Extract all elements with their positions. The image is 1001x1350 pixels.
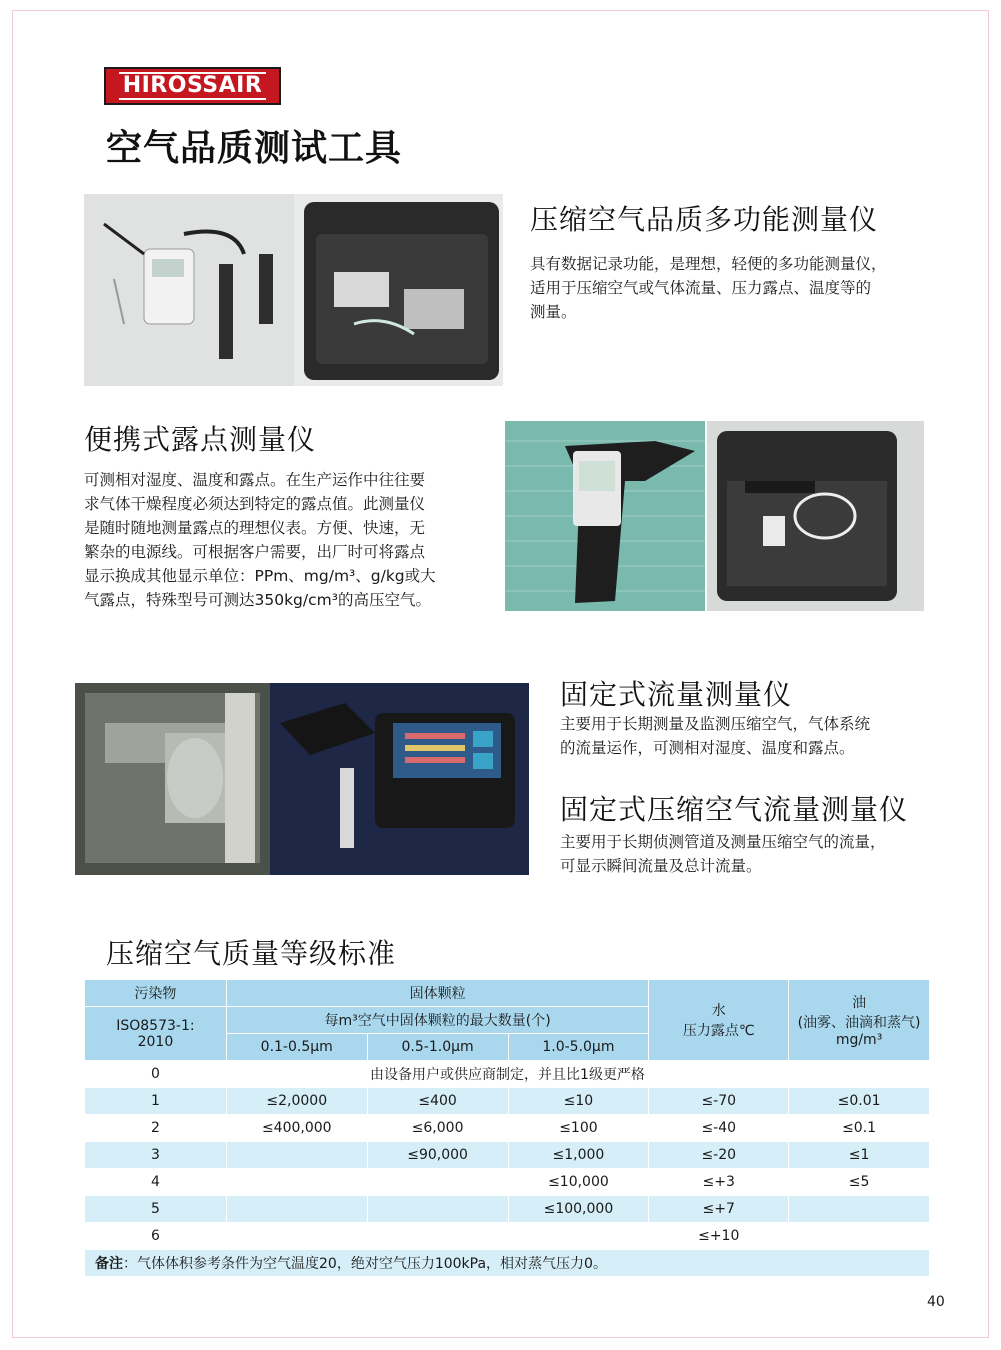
- section-heading-fixed-flow: 固定式流量测量仪: [560, 678, 793, 711]
- text-line: 繁杂的电源线。可根据客户需要，出厂时可将露点: [84, 543, 426, 561]
- particle-cell: ≤90,000: [367, 1142, 508, 1169]
- table-row: [85, 1169, 930, 1196]
- text-line: 测量。: [530, 303, 577, 321]
- particle-cell: [226, 1223, 367, 1250]
- oil-cell: ≤5: [789, 1169, 930, 1196]
- header-solid-particles: 固体颗粒: [226, 980, 649, 1007]
- text-line: 气露点，特殊型号可测达350kg/cm³的高压空气。: [84, 591, 431, 609]
- table-row: [85, 1223, 930, 1250]
- logo-text: HIROSSAIR: [119, 72, 267, 100]
- particle-cell: ≤10,000: [508, 1169, 649, 1196]
- dewpoint-meter-photo: [505, 421, 924, 611]
- header-size-col: 1.0-5.0μm: [508, 1034, 649, 1061]
- particle-cell: ≤6,000: [367, 1115, 508, 1142]
- header-oil: [789, 980, 930, 1061]
- section-heading-dewpoint: 便携式露点测量仪: [84, 423, 317, 456]
- section-body-fixed-compressed-flow: [560, 830, 886, 878]
- section-heading-fixed-compressed-flow: 固定式压缩空气流量测量仪: [560, 793, 909, 826]
- table-note-row: [85, 1250, 930, 1277]
- table-title: 压缩空气质量等级标准: [106, 937, 397, 970]
- header-max-count: 每m³空气中固体颗粒的最大数量(个): [226, 1007, 649, 1034]
- water-cell: ≤-20: [649, 1142, 789, 1169]
- oil-cell: ≤0.01: [789, 1088, 930, 1115]
- text-line: 主要用于长期测量及监测压缩空气，气体系统: [560, 715, 871, 733]
- particle-cell: ≤100,000: [508, 1196, 649, 1223]
- text-line: 显示换成其他显示单位：PPm、mg/m³、g/kg或大: [84, 567, 436, 585]
- water-cell: ≤-70: [649, 1088, 789, 1115]
- air-quality-class-table: [84, 979, 930, 1277]
- oil-cell: [789, 1223, 930, 1250]
- text-line: 的流量运作，可测相对湿度、温度和露点。: [560, 739, 855, 757]
- water-cell: ≤+7: [649, 1196, 789, 1223]
- particle-cell: ≤2,0000: [226, 1088, 367, 1115]
- class-cell: 6: [85, 1223, 227, 1250]
- table-header-row: [85, 980, 930, 1007]
- header-iso-line: ISO8573-1:: [116, 1017, 195, 1034]
- text-line: 主要用于长期侦测管道及测量压缩空气的流量，: [560, 833, 886, 851]
- text-line: 求气体干燥程度必须达到特定的露点值。此测量仪: [84, 495, 426, 513]
- note-label: 备注: [95, 1256, 123, 1272]
- class-cell: 1: [85, 1088, 227, 1115]
- particle-cell: [367, 1196, 508, 1223]
- particle-cell: ≤100: [508, 1115, 649, 1142]
- particle-cell: ≤400,000: [226, 1115, 367, 1142]
- particle-cell: ≤400: [367, 1088, 508, 1115]
- particle-cell: [367, 1223, 508, 1250]
- section-body-fixed-flow: [560, 712, 870, 760]
- table-note: [85, 1250, 930, 1277]
- table-row: [85, 1142, 930, 1169]
- table-row: [85, 1115, 930, 1142]
- header-pollutant: 污染物: [85, 980, 227, 1007]
- header-oil-line: mg/m³: [835, 1032, 883, 1048]
- particle-cell: ≤1,000: [508, 1142, 649, 1169]
- page-number: 40: [927, 1294, 945, 1310]
- hirossair-logo: [104, 67, 281, 105]
- text-line: 可显示瞬间流量及总计流量。: [560, 857, 762, 875]
- header-oil-line: 油: [852, 995, 867, 1011]
- multifunction-meter-photo: [84, 194, 503, 386]
- flow-meter-photo: [75, 683, 529, 875]
- particle-cell: [226, 1196, 367, 1223]
- particle-cell: [367, 1169, 508, 1196]
- particle-cell: ≤10: [508, 1088, 649, 1115]
- table-row: [85, 1061, 930, 1088]
- water-cell: ≤+3: [649, 1169, 789, 1196]
- text-line: 具有数据记录功能，是理想，轻便的多功能测量仪，: [530, 255, 887, 273]
- header-water-line: 水: [711, 1003, 726, 1019]
- water-cell: ≤-40: [649, 1115, 789, 1142]
- table-row: [85, 1088, 930, 1115]
- class-cell: 4: [85, 1169, 227, 1196]
- oil-cell: ≤1: [789, 1142, 930, 1169]
- class0-description: 由设备用户或供应商制定，并且比1级更严格: [226, 1061, 788, 1088]
- header-water: [649, 980, 789, 1061]
- note-text: ：气体体积参考条件为空气温度20，绝对空气压力100kPa，相对蒸气压力0。: [123, 1256, 607, 1272]
- class-cell: 0: [85, 1061, 227, 1088]
- header-size-col: 0.5-1.0μm: [367, 1034, 508, 1061]
- text-line: 可测相对湿度、温度和露点。在生产运作中往往要: [84, 471, 426, 489]
- class-cell: 5: [85, 1196, 227, 1223]
- page-title: 空气品质测试工具: [106, 128, 403, 169]
- header-oil-line: (油雾、油滴和蒸气): [797, 1015, 921, 1031]
- text-line: 适用于压缩空气或气体流量、压力露点、温度等的: [530, 279, 872, 297]
- header-water-line: 压力露点℃: [682, 1023, 755, 1039]
- oil-cell: [789, 1061, 930, 1088]
- section-heading-multifunction: 压缩空气品质多功能测量仪: [530, 203, 879, 236]
- header-size-col: 0.1-0.5μm: [226, 1034, 367, 1061]
- section-body-dewpoint: [84, 468, 436, 612]
- oil-cell: [789, 1196, 930, 1223]
- oil-cell: ≤0.1: [789, 1115, 930, 1142]
- particle-cell: [226, 1169, 367, 1196]
- header-iso-line: 2010: [137, 1033, 174, 1050]
- class-cell: 3: [85, 1142, 227, 1169]
- particle-cell: [226, 1142, 367, 1169]
- section-body-multifunction: [530, 252, 887, 324]
- table-row: [85, 1196, 930, 1223]
- text-line: 是随时随地测量露点的理想仪表。方便、快速，无: [84, 519, 426, 537]
- header-iso: [85, 1007, 227, 1061]
- water-cell: ≤+10: [649, 1223, 789, 1250]
- class-cell: 2: [85, 1115, 227, 1142]
- particle-cell: [508, 1223, 649, 1250]
